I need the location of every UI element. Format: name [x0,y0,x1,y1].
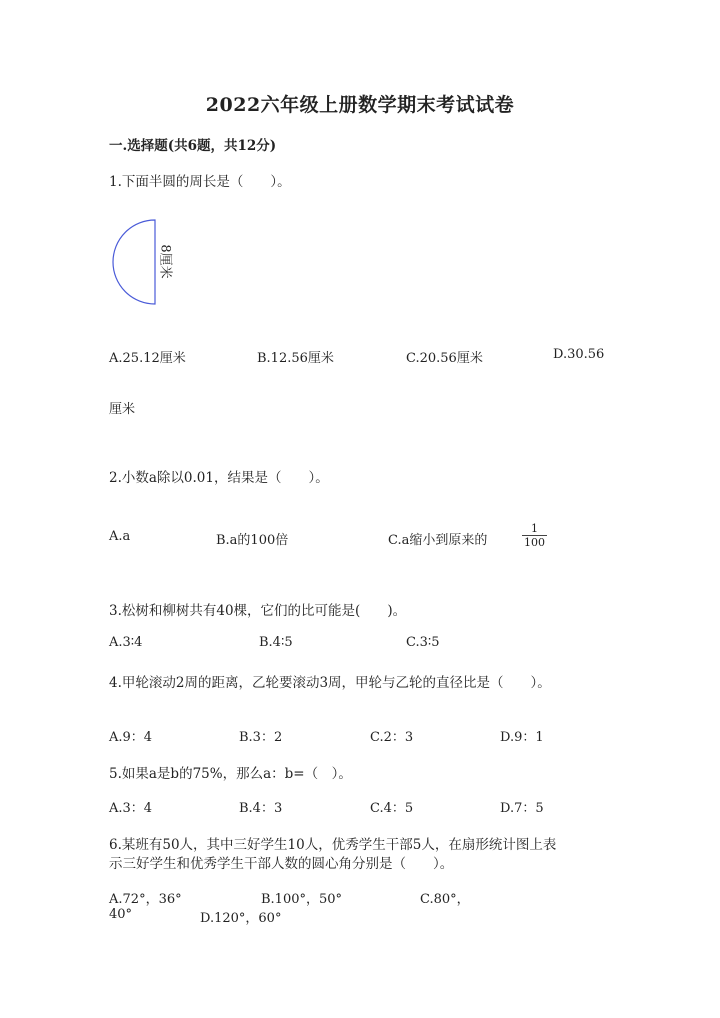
q1-option-a[interactable]: A.25.12厘米 [109,351,186,366]
q2-option-b[interactable]: B.a的100倍 [216,533,289,548]
q1-option-b[interactable]: B.12.56厘米 [257,351,334,366]
fraction-one-hundredth [522,522,547,549]
q5-option-a[interactable]: A.3：4 [109,801,153,816]
fraction-numerator: 1 [522,522,547,536]
q3-option-b[interactable]: B.4∶5 [259,635,293,650]
q5-option-c[interactable]: C.4：5 [370,801,414,816]
q6-option-a[interactable]: A.72°，36° [109,892,182,907]
q6-option-b[interactable]: B.100°，50° [261,892,343,907]
question-3-text: 3.松树和柳树共有40棵，它们的比可能是( )。 [109,603,407,619]
q6-option-d[interactable]: D.120°，60° [200,911,282,926]
page-title: 2022六年级上册数学期末考试试卷 [205,94,515,116]
semicircle-shape [113,220,155,304]
q1-option-d[interactable]: D.30.56 [553,347,605,362]
question-1-text: 1.下面半圆的周长是（ ）。 [109,174,291,190]
question-6-text-line1: 6.某班有50人，其中三好学生10人，优秀学生干部5人，在扇形统计图上表 [109,837,557,853]
q4-option-c[interactable]: C.2：3 [370,730,414,745]
q6-option-c-wrap: 40° [109,907,133,922]
q3-option-a[interactable]: A.3∶4 [109,635,143,650]
q1-option-d-wrap: 厘米 [109,402,136,417]
q1-option-c[interactable]: C.20.56厘米 [406,351,483,366]
q6-option-c[interactable]: C.80°， [420,892,470,907]
q5-option-d[interactable]: D.7：5 [500,801,544,816]
q3-option-c[interactable]: C.3∶5 [406,635,440,650]
question-6-text-line2: 示三好学生和优秀学生干部人数的圆心角分别是（ ）。 [109,856,454,872]
section-heading: 一.选择题(共6题，共12分) [109,138,277,154]
q2-option-a[interactable]: A.a [109,529,131,544]
q4-option-b[interactable]: B.3：2 [239,730,283,745]
q4-option-d[interactable]: D.9：1 [500,730,544,745]
question-4-text: 4.甲轮滚动2周的距离，乙轮要滚动3周，甲轮与乙轮的直径比是（ ）。 [109,675,551,691]
question-5-text: 5.如果a是b的75%，那么a：b=（ ）。 [109,766,352,782]
question-2-text: 2.小数a除以0.01，结果是（ ）。 [109,470,329,486]
q2-option-c[interactable]: C.a缩小到原来的 [388,533,488,548]
fraction-denominator: 100 [524,536,545,549]
q5-option-b[interactable]: B.4：3 [239,801,283,816]
diameter-label: 8厘米 [157,244,173,279]
q4-option-a[interactable]: A.9：4 [109,730,153,745]
